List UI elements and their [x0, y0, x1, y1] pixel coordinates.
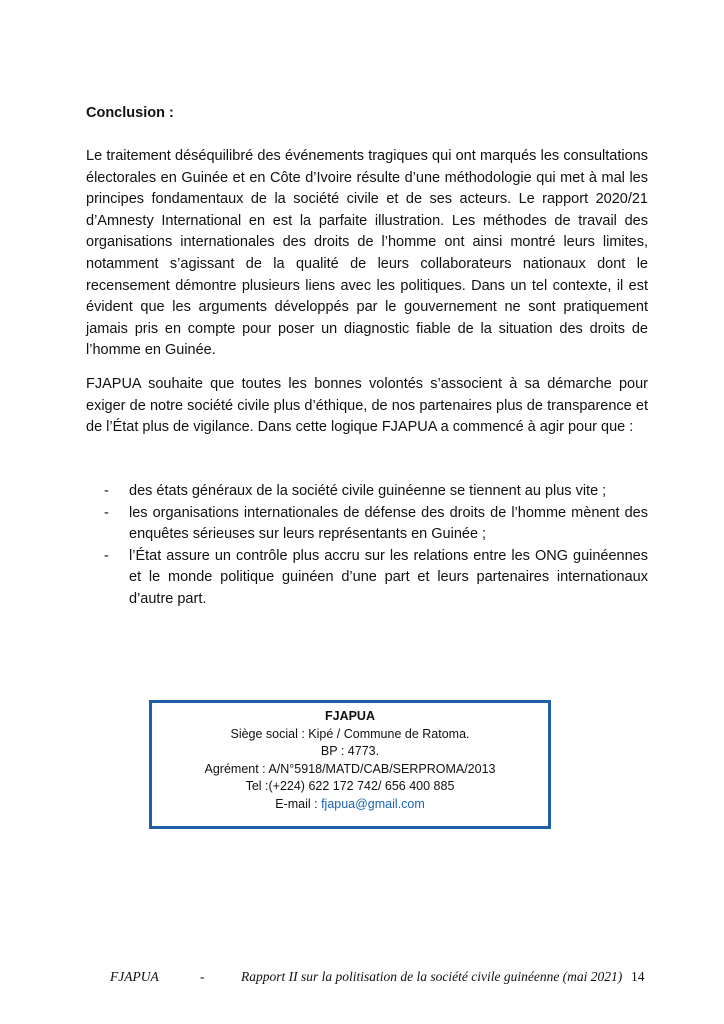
contact-email-link[interactable]: fjapua@gmail.com: [321, 796, 425, 811]
contact-address: Siège social : Kipé / Commune de Ratoma.: [230, 726, 470, 741]
section-heading: Conclusion :: [86, 105, 174, 121]
list-item: [86, 546, 648, 611]
contact-info-box: [149, 700, 551, 829]
list-item: [86, 481, 648, 503]
list-item-text: les organisations internationales de défense des droits de l’homme mènent des enquêtes sérieuses sur leurs représentants en Guinée ;: [129, 504, 648, 543]
paragraph-conclusion: Le traitement déséquilibré des événements tragiques qui ont marqués les consultations électorales en Guinée et en Côte d’Ivoire résulte d’une méthodologie qui met à mal les principes fondamentaux de la société civile et de ses acteurs. Le rapport 2020/21 d’Amnesty International en est la parfaite illustration. Les méthodes de travail des organisations internationales des droits de l’homme ont ainsi montré leurs limites, notamment s’agissant de la qualité de leurs collaborateurs nationaux dont le recensement démontre plusieurs liens avec les politiques. Dans un tel contexte, il est évident que les arguments développés par le gouvernement ne sont pratiquement jamais pris en compte pour poser un diagnostic fiable de la situation des droits de l’homme en Guinée.: [86, 148, 648, 359]
bullet-dash: -: [104, 483, 109, 499]
footer-separator: -: [200, 969, 205, 984]
footer-report-title: Rapport II sur la politisation de la société civile guinéenne (mai 2021): [241, 969, 623, 984]
contact-org-name: FJAPUA: [324, 709, 375, 723]
action-list: [86, 481, 648, 611]
contact-accreditation: Agrément : A/N°5918/MATD/CAB/SERPROMA/2013: [204, 761, 496, 776]
list-item: [86, 503, 648, 546]
contact-phone: Tel :(+224) 622 172 742/ 656 400 885: [245, 779, 455, 793]
paragraph-fjapua: FJAPUA souhaite que toutes les bonnes volontés s’associent à sa démarche pour exiger de notre société civile plus d’éthique, de nos partenaires plus de transparence et de l’État plus de vigilance. Dans cette logique FJAPUA a commencé à agir pour que :: [86, 376, 648, 436]
list-item-text: des états généraux de la société civile guinéenne se tiennent au plus vite ;: [129, 483, 607, 499]
contact-email-line: [152, 796, 548, 814]
bullet-dash: -: [104, 547, 109, 564]
contact-email-label: E-mail :: [275, 796, 322, 811]
footer-org: FJAPUA: [110, 969, 159, 984]
contact-po-box: BP : 4773.: [320, 744, 380, 758]
page-number: 14: [631, 969, 645, 984]
list-item-text: l’État assure un contrôle plus accru sur les relations entre les ONG guinéennes et le monde politique guinéen d’une part et leurs partenaires internationaux d’autre part.: [129, 547, 648, 607]
bullet-dash: -: [104, 504, 109, 521]
